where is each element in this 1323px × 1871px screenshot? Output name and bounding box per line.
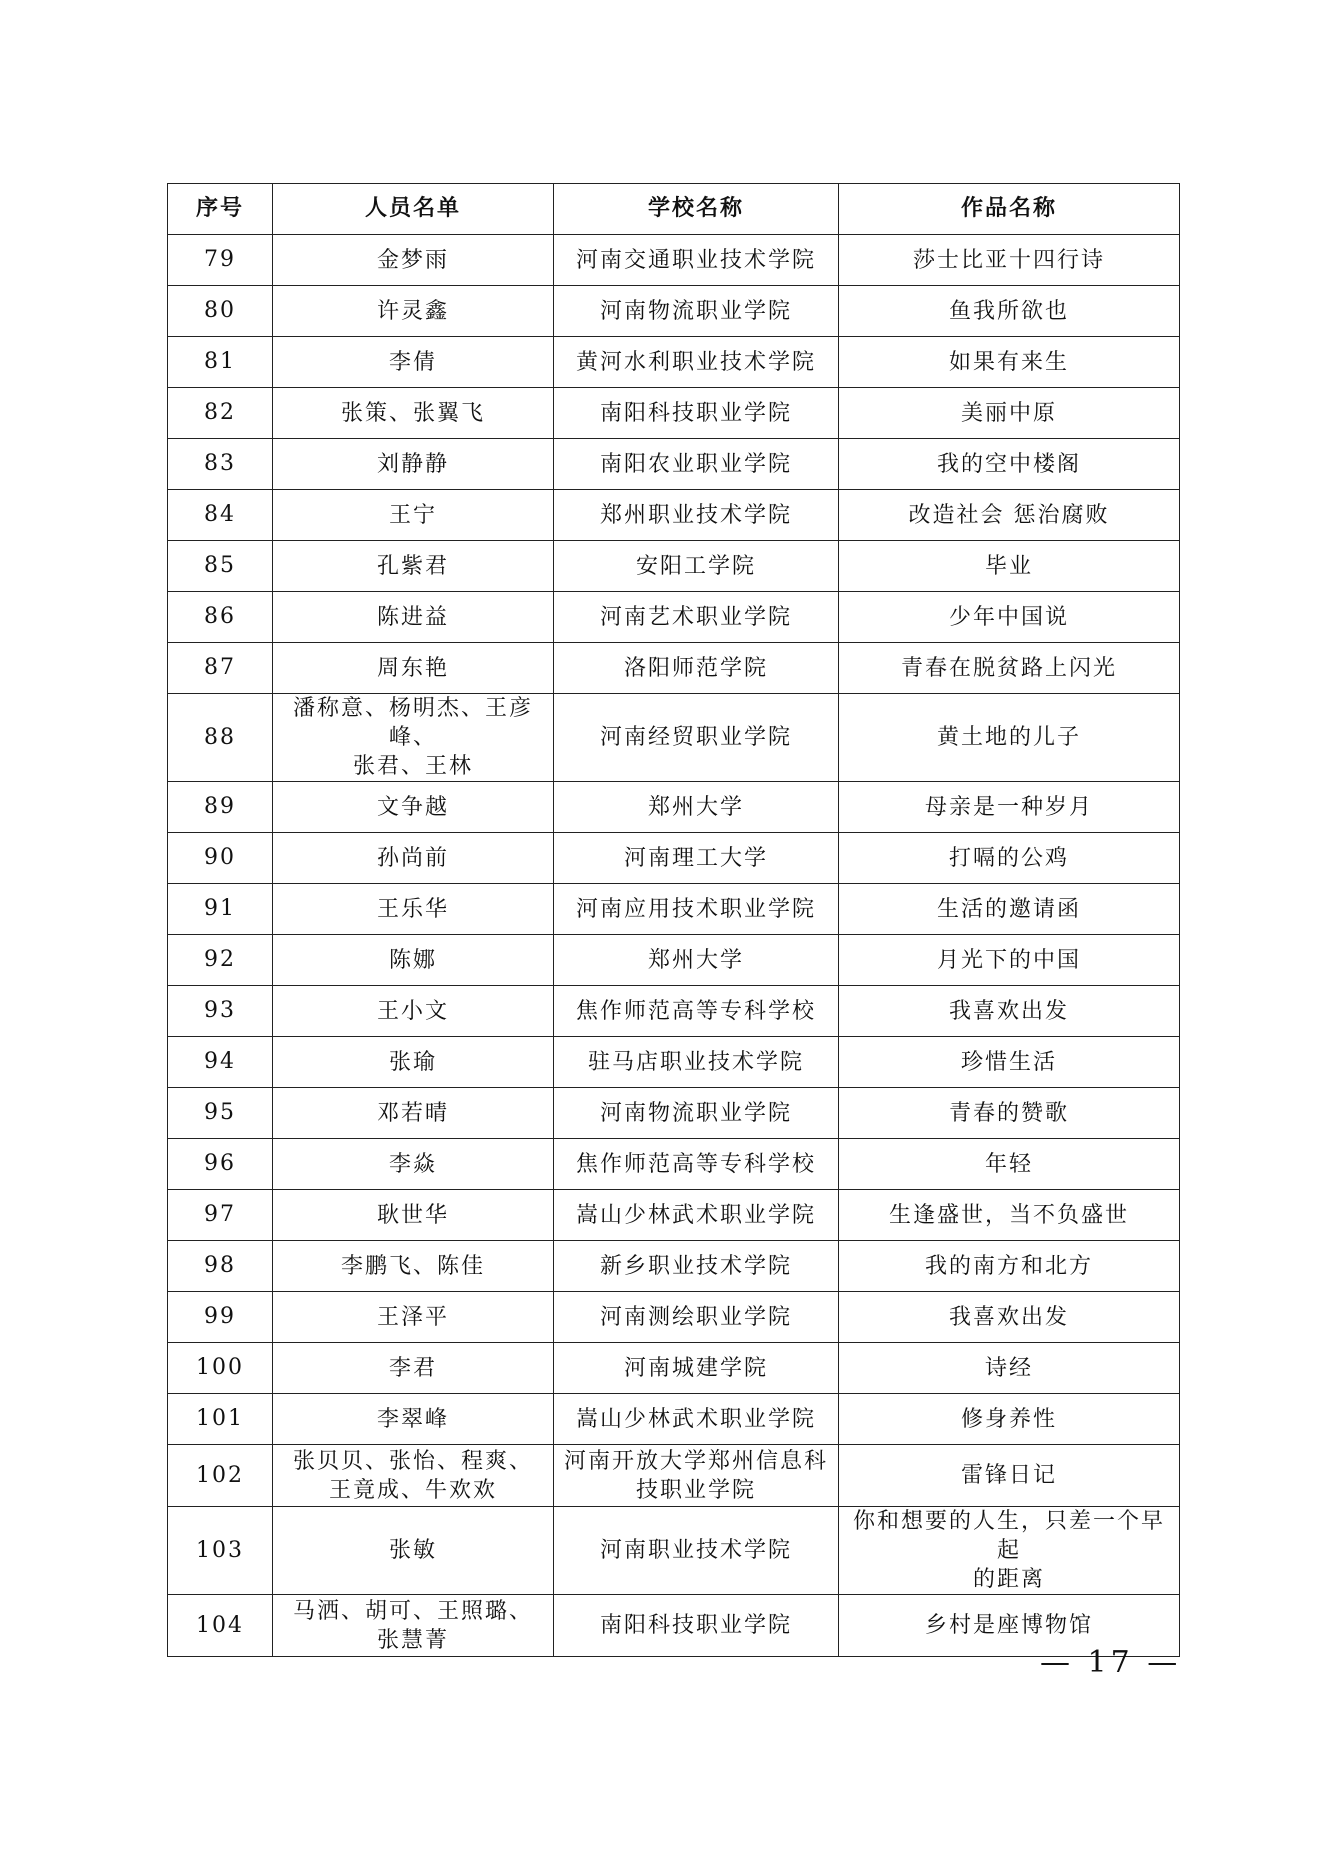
cell-participant-names-line: 王泽平 — [376, 1304, 449, 1330]
table-row — [168, 986, 1180, 1037]
cell-school-name — [554, 643, 839, 694]
cell-school-name — [554, 833, 839, 884]
cell-serial-number: 89 — [168, 782, 273, 833]
table-row — [168, 388, 1180, 439]
cell-participant-names-line: 李焱 — [388, 1151, 437, 1177]
cell-participant-names — [273, 1037, 554, 1088]
cell-work-title-line: 珍惜生活 — [960, 1049, 1057, 1075]
cell-participant-names-line: 王宁 — [388, 502, 437, 528]
cell-participant-names-line: 张君、王林 — [352, 754, 473, 779]
cell-participant-names-line: 耿世华 — [376, 1202, 449, 1228]
cell-school-name-line: 河南经贸职业学院 — [599, 725, 792, 750]
cell-serial-number: 100 — [168, 1343, 273, 1394]
cell-participant-names-line: 孙尚前 — [376, 845, 449, 871]
cell-work-title-line: 我的空中楼阁 — [936, 451, 1081, 477]
cell-work-title-line: 母亲是一种岁月 — [924, 794, 1093, 820]
cell-work-title — [839, 1292, 1180, 1343]
cell-work-title — [839, 490, 1180, 541]
table-row — [168, 592, 1180, 643]
cell-school-name — [554, 541, 839, 592]
cell-work-title-line: 雷锋日记 — [960, 1463, 1057, 1488]
cell-participant-names-line: 李君 — [388, 1355, 437, 1381]
cell-participant-names-line: 张敏 — [388, 1538, 437, 1563]
cell-school-name-line: 南阳科技职业学院 — [599, 400, 792, 426]
cell-school-name — [554, 490, 839, 541]
table-row — [168, 1139, 1180, 1190]
cell-work-title — [839, 235, 1180, 286]
cell-participant-names-line: 文争越 — [376, 794, 449, 820]
cell-school-name-line: 黄河水利职业技术学院 — [575, 349, 816, 375]
cell-school-name — [554, 337, 839, 388]
cell-participant-names-line: 张贝贝、张怡、程爽、 — [292, 1448, 533, 1474]
cell-participant-names — [273, 694, 554, 782]
cell-work-title — [839, 1343, 1180, 1394]
cell-work-title-line: 我的南方和北方 — [924, 1253, 1093, 1279]
cell-serial-number: 99 — [168, 1292, 273, 1343]
cell-school-name-line: 郑州大学 — [647, 794, 744, 820]
cell-work-title-line: 毕业 — [984, 553, 1033, 579]
cell-work-title-line: 乡村是座博物馆 — [924, 1613, 1093, 1638]
cell-participant-names-line: 张慧菁 — [376, 1627, 449, 1653]
cell-work-title-line: 如果有来生 — [948, 349, 1069, 375]
cell-serial-number: 84 — [168, 490, 273, 541]
cell-school-name — [554, 286, 839, 337]
cell-school-name — [554, 1190, 839, 1241]
cell-serial-number: 80 — [168, 286, 273, 337]
cell-work-title-line: 生逢盛世，当不负盛世 — [888, 1202, 1129, 1228]
cell-school-name-line: 南阳农业职业学院 — [599, 451, 792, 477]
cell-school-name — [554, 935, 839, 986]
cell-school-name-line: 焦作师范高等专科学校 — [575, 998, 816, 1024]
cell-serial-number: 79 — [168, 235, 273, 286]
cell-serial-number: 86 — [168, 592, 273, 643]
table-row — [168, 935, 1180, 986]
cell-school-name-line: 技职业学院 — [635, 1477, 756, 1503]
table-row — [168, 541, 1180, 592]
cell-serial-number: 88 — [168, 694, 273, 782]
cell-participant-names — [273, 541, 554, 592]
cell-school-name — [554, 1507, 839, 1595]
cell-school-name — [554, 1292, 839, 1343]
cell-work-title — [839, 1037, 1180, 1088]
cell-work-title-line: 黄土地的儿子 — [936, 725, 1081, 750]
cell-school-name-line: 嵩山少林武术职业学院 — [575, 1406, 816, 1432]
header-participant-names: 人员名单 — [273, 184, 554, 235]
cell-work-title — [839, 986, 1180, 1037]
cell-school-name-line: 新乡职业技术学院 — [599, 1253, 792, 1279]
cell-work-title — [839, 782, 1180, 833]
cell-school-name-line: 郑州职业技术学院 — [599, 502, 792, 528]
cell-participant-names — [273, 337, 554, 388]
table-row — [168, 1394, 1180, 1445]
cell-serial-number: 92 — [168, 935, 273, 986]
header-school-name: 学校名称 — [554, 184, 839, 235]
table-row — [168, 1037, 1180, 1088]
cell-participant-names-line: 王乐华 — [376, 896, 449, 922]
table-row — [168, 1507, 1180, 1595]
table-row — [168, 833, 1180, 884]
cell-serial-number: 97 — [168, 1190, 273, 1241]
cell-participant-names — [273, 833, 554, 884]
cell-work-title — [839, 541, 1180, 592]
cell-participant-names — [273, 643, 554, 694]
cell-participant-names-line: 李翠峰 — [376, 1406, 449, 1432]
cell-serial-number: 102 — [168, 1445, 273, 1507]
cell-serial-number: 87 — [168, 643, 273, 694]
cell-school-name-line: 河南物流职业学院 — [599, 298, 792, 324]
cell-school-name-line: 河南职业技术学院 — [599, 1538, 792, 1563]
cell-school-name-line: 河南交通职业技术学院 — [575, 247, 816, 273]
cell-school-name — [554, 782, 839, 833]
cell-school-name — [554, 1139, 839, 1190]
table-body — [168, 235, 1180, 1657]
cell-work-title-line: 打嗝的公鸡 — [948, 845, 1069, 871]
cell-participant-names — [273, 1241, 554, 1292]
cell-serial-number: 104 — [168, 1595, 273, 1657]
cell-serial-number: 101 — [168, 1394, 273, 1445]
cell-work-title-line: 的距离 — [972, 1567, 1045, 1592]
table-row — [168, 286, 1180, 337]
cell-work-title — [839, 1088, 1180, 1139]
cell-school-name-line: 嵩山少林武术职业学院 — [575, 1202, 816, 1228]
cell-work-title-line: 少年中国说 — [948, 604, 1069, 630]
cell-participant-names — [273, 782, 554, 833]
cell-participant-names — [273, 439, 554, 490]
cell-participant-names-line: 周东艳 — [376, 655, 449, 681]
award-list-table — [167, 183, 1180, 1657]
cell-school-name-line: 河南物流职业学院 — [599, 1100, 792, 1126]
cell-work-title-line: 修身养性 — [960, 1406, 1057, 1432]
cell-participant-names-line: 孔紫君 — [376, 553, 449, 579]
cell-work-title — [839, 1190, 1180, 1241]
cell-work-title — [839, 337, 1180, 388]
cell-work-title — [839, 935, 1180, 986]
cell-work-title-line: 莎士比亚十四行诗 — [912, 247, 1105, 273]
cell-serial-number: 81 — [168, 337, 273, 388]
cell-participant-names-line: 潘称意、杨明杰、王彦峰、 — [292, 696, 533, 750]
cell-school-name — [554, 1595, 839, 1657]
cell-serial-number: 94 — [168, 1037, 273, 1088]
cell-participant-names — [273, 1088, 554, 1139]
header-serial-number: 序号 — [168, 184, 273, 235]
cell-school-name-line: 河南理工大学 — [623, 845, 768, 871]
cell-work-title — [839, 1394, 1180, 1445]
cell-participant-names — [273, 1292, 554, 1343]
cell-serial-number: 93 — [168, 986, 273, 1037]
award-list-table-container — [167, 183, 1179, 1657]
cell-participant-names — [273, 592, 554, 643]
cell-participant-names-line: 李鹏飞、陈佳 — [340, 1253, 485, 1279]
cell-serial-number: 82 — [168, 388, 273, 439]
cell-school-name-line: 南阳科技职业学院 — [599, 1613, 792, 1638]
cell-participant-names-line: 马洒、胡可、王照璐、 — [292, 1598, 533, 1624]
table-row — [168, 643, 1180, 694]
cell-school-name — [554, 388, 839, 439]
cell-school-name — [554, 1037, 839, 1088]
table-row — [168, 1088, 1180, 1139]
cell-work-title-line: 诗经 — [984, 1355, 1033, 1381]
cell-serial-number: 90 — [168, 833, 273, 884]
table-row — [168, 694, 1180, 782]
cell-school-name-line: 河南应用技术职业学院 — [575, 896, 816, 922]
cell-school-name-line: 洛阳师范学院 — [623, 655, 768, 681]
table-row — [168, 1445, 1180, 1507]
cell-participant-names — [273, 1595, 554, 1657]
cell-participant-names — [273, 1394, 554, 1445]
cell-work-title — [839, 833, 1180, 884]
cell-school-name-line: 郑州大学 — [647, 947, 744, 973]
cell-participant-names-line: 张策、张翼飞 — [340, 400, 485, 426]
cell-school-name — [554, 1394, 839, 1445]
cell-work-title — [839, 1241, 1180, 1292]
table-row — [168, 1595, 1180, 1657]
cell-participant-names-line: 陈进益 — [376, 604, 449, 630]
cell-participant-names — [273, 388, 554, 439]
cell-school-name-line: 河南艺术职业学院 — [599, 604, 792, 630]
table-row — [168, 1343, 1180, 1394]
cell-school-name-line: 河南城建学院 — [623, 1355, 768, 1381]
cell-participant-names — [273, 1190, 554, 1241]
table-row — [168, 337, 1180, 388]
table-header-row — [168, 184, 1180, 235]
cell-work-title-line: 改造社会 惩治腐败 — [908, 502, 1110, 528]
table-row — [168, 490, 1180, 541]
cell-work-title — [839, 1507, 1180, 1595]
cell-work-title — [839, 592, 1180, 643]
table-row — [168, 1241, 1180, 1292]
cell-school-name — [554, 1241, 839, 1292]
cell-school-name — [554, 1343, 839, 1394]
header-work-title: 作品名称 — [839, 184, 1180, 235]
cell-participant-names — [273, 286, 554, 337]
cell-participant-names — [273, 235, 554, 286]
cell-work-title-line: 我喜欢出发 — [948, 1304, 1069, 1330]
cell-school-name-line: 河南开放大学郑州信息科 — [563, 1448, 828, 1474]
cell-work-title — [839, 643, 1180, 694]
cell-participant-names — [273, 1139, 554, 1190]
cell-participant-names-line: 许灵鑫 — [376, 298, 449, 324]
cell-school-name-line: 安阳工学院 — [635, 553, 756, 579]
cell-school-name — [554, 592, 839, 643]
cell-serial-number: 83 — [168, 439, 273, 490]
cell-participant-names-line: 邓若晴 — [376, 1100, 449, 1126]
cell-participant-names-line: 金梦雨 — [376, 247, 449, 273]
cell-work-title-line: 我喜欢出发 — [948, 998, 1069, 1024]
cell-school-name — [554, 1445, 839, 1507]
cell-work-title — [839, 1445, 1180, 1507]
cell-participant-names-line: 王小文 — [376, 998, 449, 1024]
cell-participant-names-line: 刘静静 — [376, 451, 449, 477]
cell-work-title — [839, 286, 1180, 337]
table-row — [168, 439, 1180, 490]
cell-serial-number: 95 — [168, 1088, 273, 1139]
cell-school-name — [554, 1088, 839, 1139]
cell-work-title-line: 生活的邀请函 — [936, 896, 1081, 922]
table-row — [168, 884, 1180, 935]
table-row — [168, 235, 1180, 286]
table-row — [168, 1190, 1180, 1241]
cell-serial-number: 103 — [168, 1507, 273, 1595]
cell-serial-number: 98 — [168, 1241, 273, 1292]
cell-participant-names-line: 李倩 — [388, 349, 437, 375]
cell-school-name — [554, 694, 839, 782]
cell-work-title-line: 鱼我所欲也 — [948, 298, 1069, 324]
cell-serial-number: 85 — [168, 541, 273, 592]
cell-work-title — [839, 884, 1180, 935]
cell-work-title-line: 青春的赞歌 — [948, 1100, 1069, 1126]
cell-school-name — [554, 986, 839, 1037]
cell-participant-names — [273, 935, 554, 986]
cell-work-title — [839, 694, 1180, 782]
cell-school-name-line: 焦作师范高等专科学校 — [575, 1151, 816, 1177]
cell-school-name — [554, 884, 839, 935]
cell-school-name-line: 驻马店职业技术学院 — [587, 1049, 804, 1075]
cell-work-title-line: 月光下的中国 — [936, 947, 1081, 973]
cell-participant-names — [273, 986, 554, 1037]
cell-school-name-line: 河南测绘职业学院 — [599, 1304, 792, 1330]
cell-serial-number: 91 — [168, 884, 273, 935]
cell-participant-names — [273, 1343, 554, 1394]
cell-serial-number: 96 — [168, 1139, 273, 1190]
cell-work-title — [839, 439, 1180, 490]
cell-participant-names-line: 王竟成、牛欢欢 — [328, 1477, 497, 1503]
cell-work-title-line: 年轻 — [984, 1151, 1033, 1177]
cell-work-title-line: 美丽中原 — [960, 400, 1057, 426]
cell-participant-names-line: 张瑜 — [388, 1049, 437, 1075]
cell-work-title-line: 你和想要的人生，只差一个早起 — [852, 1509, 1165, 1563]
cell-school-name — [554, 439, 839, 490]
page-number: — 17 — — [1040, 1645, 1182, 1680]
table-row — [168, 1292, 1180, 1343]
cell-work-title-line: 青春在脱贫路上闪光 — [900, 655, 1117, 681]
cell-participant-names — [273, 884, 554, 935]
table-row — [168, 782, 1180, 833]
cell-participant-names — [273, 490, 554, 541]
cell-participant-names — [273, 1507, 554, 1595]
cell-participant-names — [273, 1445, 554, 1507]
cell-work-title — [839, 1139, 1180, 1190]
cell-work-title — [839, 388, 1180, 439]
cell-participant-names-line: 陈娜 — [388, 947, 437, 973]
cell-school-name — [554, 235, 839, 286]
